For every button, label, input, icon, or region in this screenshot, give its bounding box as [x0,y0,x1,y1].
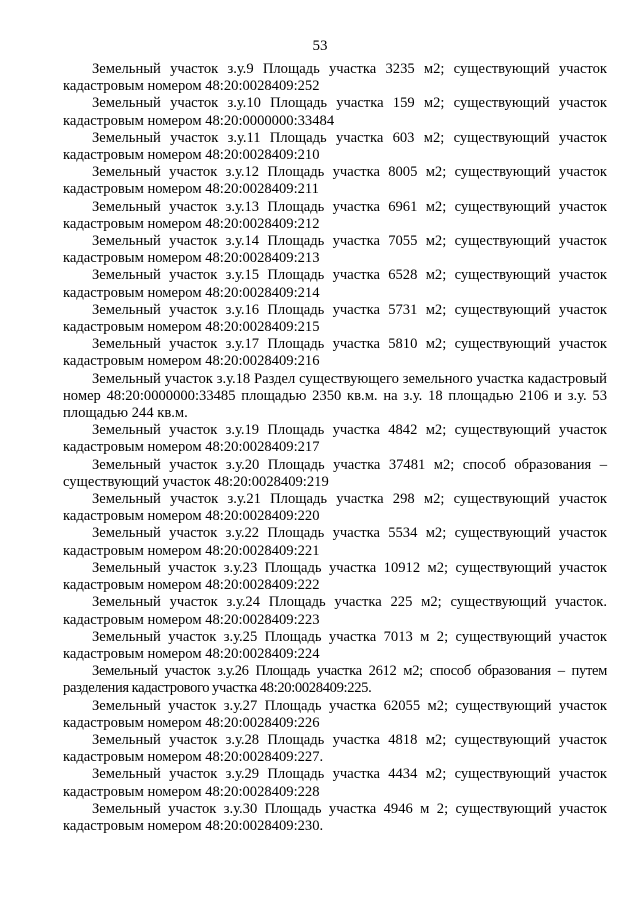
paragraph: Земельный участок з.у.10 Площадь участка 159 м2; существующий участок кадастровым номером 48:20:0000000:33484 [63,95,607,129]
paragraph: Земельный участок з.у.28 Площадь участка 4818 м2; существующий участок кадастровым номером 48:20:0028409:227. [63,731,607,766]
paragraph: Земельный участок з.у.13 Площадь участка 6961 м2; существующий участок кадастровым номером 48:20:0028409:212 [63,198,607,232]
paragraph: Земельный участок з.у.21 Площадь участка 298 м2; существующий участок кадастровым номером 48:20:0028409:220 [63,491,607,525]
paragraph: Земельный участок з.у.30 Площадь участка 4946 м 2; существующий участок кадастровым номером 48:20:0028409:230. [63,800,607,834]
page-number: 53 [312,38,328,54]
paragraph: Земельный участок з.у.15 Площадь участка 6528 м2; существующий участок кадастровым номером 48:20:0028409:214 [63,267,607,301]
paragraph: Земельный участок з.у.16 Площадь участка 5731 м2; существующий участок кадастровым номером 48:20:0028409:215 [63,301,607,336]
paragraph: Земельный участок з.у.27 Площадь участка 62055 м2; существующий участок кадастровым номером 48:20:0028409:226 [63,697,607,731]
paragraph: Земельный участок з.у.26 Площадь участка 2612 м2; способ образования – путем разделения кадастрового участка 48:20:0028409:225. [63,663,607,697]
paragraph: Земельный участок з.у.19 Площадь участка 4842 м2; существующий участок кадастровым номером 48:20:0028409:217 [63,422,607,456]
paragraph: Земельный участок з.у.9 Площадь участка 3235 м2; существующий участок кадастровым номером 48:20:0028409:252 [63,61,607,95]
document-body [63,61,607,835]
paragraph: Земельный участок з.у.24 Площадь участка 225 м2; существующий участок. кадастровым номером 48:20:0028409:223 [63,594,607,628]
paragraph: Земельный участок з.у.23 Площадь участка 10912 м2; существующий участок кадастровым номером 48:20:0028409:222 [63,559,607,594]
paragraph: Земельный участок з.у.17 Площадь участка 5810 м2; существующий участок кадастровым номером 48:20:0028409:216 [63,336,607,370]
paragraph: Земельный участок з.у.22 Площадь участка 5534 м2; существующий участок кадастровым номером 48:20:0028409:221 [63,525,607,559]
paragraph: Земельный участок з.у.14 Площадь участка 7055 м2; существующий участок кадастровым номером 48:20:0028409:213 [63,233,607,267]
paragraph: Земельный участок з.у.18 Раздел существующего земельного участка кадастровый номер 48:20:0000000:33485 площадью 2350 кв.м. на з.у. 18 площадью 2106 и з.у. 53 площадью 244 кв.м. [63,370,607,422]
paragraph: Земельный участок з.у.29 Площадь участка 4434 м2; существующий участок кадастровым номером 48:20:0028409:228 [63,766,607,800]
paragraph: Земельный участок з.у.11 Площадь участка 603 м2; существующий участок кадастровым номером 48:20:0028409:210 [63,129,607,164]
paragraph: Земельный участок з.у.12 Площадь участка 8005 м2; существующий участок кадастровым номером 48:20:0028409:211 [63,164,607,198]
paragraph: Земельный участок з.у.25 Площадь участка 7013 м 2; существующий участок кадастровым номером 48:20:0028409:224 [63,628,607,662]
paragraph: Земельный участок з.у.20 Площадь участка 37481 м2; способ образования – существующий участок 48:20:0028409:219 [63,456,607,490]
